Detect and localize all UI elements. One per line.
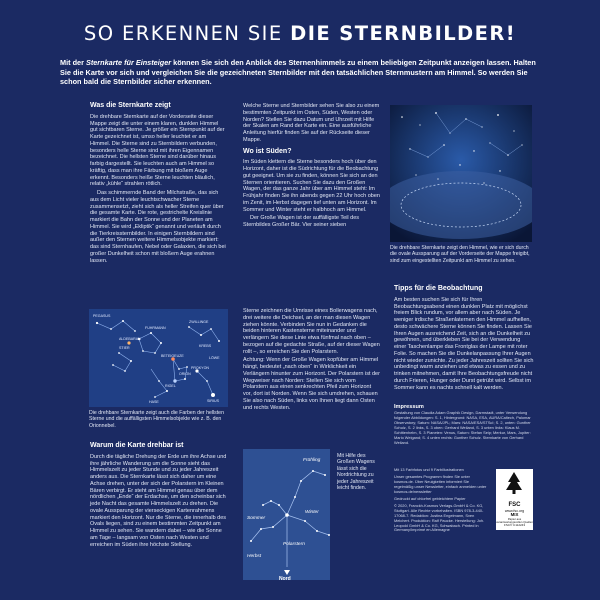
impressum-photo-count: Mit 13 Farbfotos und 9 Farbillustrationen	[394, 467, 464, 472]
label-fuhrmann: FUHRMANN	[145, 326, 166, 330]
label-aldebaran: ALDEBARAN	[119, 337, 141, 341]
col1-paragraph-3: Durch die tägliche Drehung der Erde um ihre Achse und ihre jährliche Wanderung um die Sonne sieht das Himmelszelt zu jeder Stunde und zu jeder Jahreszeit anders aus. Die Sternkarte lässt sich daher um eine Achse drehen, unter der sich der Polarstern im Kleinen Bären verbirgt. Er steht am Himmel genau über dem nördlichen „Ende“ der Erdachse, um den scheinbar sich jede Nacht das gesamte Himmelszelt zu drehen. Die ovale Aussparung der vierseckigen Kartenrahmens markiert den Horizont. Nur die Sterne, die innerhalb des Ovals liegen, sind zu einem bestimmten Zeitpunkt am Himmel zu sehen. Sie wandern dabei – wie die Sonne am Tage – langsam von Osten nach Westen und erreichen im Süden ihre höchste Stellung.	[90, 453, 227, 548]
page-title	[0, 22, 600, 45]
label-sirius: SIRIUS	[207, 399, 219, 403]
label-zwillinge: ZWILLINGE	[189, 320, 209, 324]
label-pegasus: PEGASUS	[93, 314, 111, 318]
starry-sky-photo	[390, 105, 532, 242]
intro-part1: Mit der	[60, 58, 86, 67]
col1-paragraph-2: Das schimmernde Band der Milchstraße, das sich aus dem Licht vieler leuchtschwacher Sterne zusammensetzt, zieht sich als heller Streifen quer über die gesamte Karte. Die rote, gestrichelte Kreislinie markiert die Bahn der Sonne und der Planeten am Himmel. Sie wird „Ekliptik“ genannt und verläuft durch die Tierkreissternbilder. In einigen Sternbildern sind außer den Sternen weitere Himmelsobjekte markiert: das sind Sternhaufen, Nebel oder Galaxien, die sich bei großer Dunkelheit schon mit bloßem Auge erahnen lassen.	[90, 190, 226, 264]
impressum-copyright: © 2020, Franckh-Kosmos Verlags-GmbH & Co. KG, Stuttgart. Alle Rechte vorbehalten. ISBN 978-3-440-17068-7. Redaktion: Justina Engelmann, Sven Melchert. Produktion: Ralf Paucke. Herstellung: Joh. Leopold GmbH & Co. KG, Schwabach. Printed in Germany/Imprimé en Allemagne	[394, 502, 485, 533]
label-rigel: RIGEL	[165, 384, 176, 388]
heading-was-die-sternkarte-zeigt: Was die Sternkarte zeigt	[90, 102, 171, 109]
starry-sky-caption: Die drehbare Sternkarte zeigt den Himmel, wie er sich durch die ovale Aussparung auf der Vorderseite der Mappe freigibt, sind zum eingestellten Zeitpunkt am Himmel zu sehen.	[390, 245, 530, 264]
label-beteigeuze: BETEIGEUZE	[161, 354, 184, 358]
label-winter: Winter	[305, 510, 319, 515]
starry-sky-drawing	[390, 105, 532, 242]
column-1-bottom	[90, 443, 227, 550]
fsc-mix-label: MIX	[510, 512, 519, 518]
fsc-site: www.fsc.org	[504, 509, 525, 513]
heading-tipps-fuer-die-beobachtung: Tipps für die Beobachtung	[394, 285, 483, 292]
impressum	[394, 405, 533, 448]
heading-wo-ist-sueden: Wo ist Süden?	[243, 147, 292, 155]
title-bold: DIE STERNBILDER!	[290, 22, 517, 45]
label-prokyon: PROKYON	[191, 366, 209, 370]
title-prefix: SO ERKENNEN SIE	[83, 22, 291, 45]
fsc-sub: Papier aus verantwortungsvollen Quellen	[496, 516, 533, 524]
column-1-top	[90, 103, 227, 266]
label-orion: ORION	[179, 372, 191, 376]
intro-part2: können Sie sich den Anblick des Sternenhimmels zu einem beliebigen Zeitpunkt anzeigen lassen. Halten Sie die Karte vor sich und vergleichen Sie die gezeichneten Sternbilder mit den tatsächlichen Sternmustern am Himmel. So werden Sie schon bald die Sternbilder sicher erkennen.	[60, 58, 536, 87]
fsc-code: FSC® C112243	[504, 523, 525, 528]
col2-paragraph-5: Achtung: Wenn der Große Wagen kopfüber am Himmel hängt, bedeutet „nach oben“ in Wirklichkeit ein Verlängern hinunter zum Horizont. Der Polarstern ist der Wegweiser nach Norden: Stellen Sie sich vom Polarstern aus einen senkrechten Pfeil zum Horizont vor, dort ist Norden. Wenn Sie sich umdrehen, schauen Sie also nach Süden, links von Ihnen liegt dann Osten und rechts Westen.	[243, 357, 380, 411]
constellation-map-photo	[89, 309, 228, 407]
intro-text	[60, 58, 545, 87]
impressum-paper: Gedruckt auf chlorfrei gebleichtem Papier	[394, 495, 466, 501]
heading-impressum: Impressum	[394, 404, 424, 410]
big-dipper-diagram	[243, 449, 330, 580]
col2-paragraph-1: Welche Sterne und Sternbilder sehen Sie also zu einem bestimmten Zeitpunkt im Osten, Süden, Westen oder Norden? Stellen Sie dazu Datum und Uhrzeit mit Hilfe der Skalen am Rand der Karte ein. Eine ausführliche Anleitung hierfür finden Sie auf der Rückseite dieser Mappe.	[243, 103, 380, 143]
label-krebs: KREBS	[199, 344, 212, 348]
col2-paragraph-4: Sterne zeichnen die Umrisse eines Bollerwagens nach, drei weitere die Deichsel, an der man diesen Wagen ziehen könnte. Verbinden Sie nun in Gedanken die beiden hinteren Kastensterne miteinander und verlängern Sie diese Linie etwa fünfmal nach oben – bezogen auf die gedachte Straße, auf der dieser Wagen rollt –, so erreichen Sie den Polarstern.	[243, 308, 380, 355]
col1-paragraph-1: Die drehbare Sternkarte auf der Vorderseite dieser Mappe zeigt die unter einem klaren, dunklen Himmel gut sichtbaren Sterne. Je größer ein Sternpunkt auf der Karte gezeichnet ist, umso heller leuchtet er am Himmel. Die Sterne sind zu Sternbildern verbunden, besonders helle Sterne sind mit ihren Eigennamen bezeichnet. Die hellsten Sterne sind darüber hinaus farbig dargestellt. Sie leuchten auch am Himmel so kräftig, dass man ihre Färbung mit bloßem Auge erkennt. Besonders heiße Sterne leuchten bläulich, relativ „kühle“ strahlen rötlich.	[90, 113, 225, 188]
col3-paragraph-1: Am besten suchen Sie sich für Ihren Beobachtungsabend einen dunklen Platz mit möglichst freiem Blick rundum, vor allem aber nach Süden. Je weniger irdische Straßenlaternen den Himmel aufhellen, desto schwächere Sterne können Sie finden. Lassen Sie Ihren Augen ausreichend Zeit, sich an die Dunkelheit zu gewöhnen, und überkleben Sie bei der Verwendung einer Taschenlampe das Frontglas der Lampe mit roter Folie. So machen Sie die Dunkelanpassung Ihrer Augen nicht wieder zunichte. Zu jeder Jahreszeit sollten Sie sich unbedingt warm anziehen und etwas zu essen und zu trinken mitnehmen, damit Ihre Beobachtungsfreude nicht durch Frieren, Hunger oder Durst getrübt wird. Selbst im Sommer kann es nachts schnell kalt werden.	[394, 296, 534, 391]
column-2-top	[243, 103, 381, 231]
col2-paragraph-2: Im Süden klettern die Sterne besonders hoch über den Horizont, daher ist die Südrichtung für die Beobachtung gut geeignet. Um sie zu finden, können Sie sich an den Sternen orientieren. Suchen Sie dazu den Großen Wagen, der das ganze Jahr über am Himmel steht: Im Frühjahr finden Sie ihn abends gegen 22 Uhr hoch oben im Zenit, im Herbst dagegen tief unten am Horizont. Im Sommer und Winter steht er halbhoch am Himmel.	[243, 159, 380, 213]
constellation-map-drawing	[89, 309, 228, 407]
column-3	[394, 286, 534, 393]
heading-warum-die-karte-drehbar-ist: Warum die Karte drehbar ist	[90, 442, 184, 449]
big-dipper-drawing	[243, 449, 330, 580]
fsc-logo	[496, 469, 533, 530]
column-2-middle	[243, 308, 381, 413]
label-spring: Frühling	[303, 458, 321, 463]
label-stier: STIER	[119, 346, 130, 350]
label-autumn: Herbst	[247, 554, 262, 559]
label-polaris: Polarstern	[283, 542, 305, 547]
label-north: Nord	[279, 576, 291, 580]
intro-italic: Sternkarte für Einsteiger	[85, 58, 172, 67]
col2-paragraph-3: Der Große Wagen ist der auffälligste Teil des Sternbildes Großer Bär. Vier seiner sieben	[243, 215, 360, 228]
label-hase: HASE	[149, 400, 159, 404]
fsc-brand: FSC	[508, 502, 521, 508]
label-loewe: LÖWE	[209, 356, 220, 360]
label-summer: Sommer	[247, 516, 266, 521]
impressum-credits: Gestaltung von Claudia Adam Graphik Design, Darmstadt, unter Verwendung folgender Abbildungen: S. 1, Hintergrund: NASA, ESA, AURA/Caltech, Palomar Observatory; Saturn: NASA/JPL; Mars: NASA/ESA/STScI; S. 2, unten: Gunther Schulz, S. 2 links, S. 3 oben: Gerhard Weiland, S. 3 unten links: Klaus M. Schittenhelm, S. 3 Planeten: Venus, Saturn: Stefan Seip; Merkur, Mars, Jupiter: Mario Weigand; S. 4 unten rechts: Gunther Schulz. Sternkarte von Gerhard Weiland.	[394, 409, 531, 445]
fsc-tree-icon	[496, 469, 533, 497]
impressum-notes	[394, 468, 488, 535]
big-dipper-caption: Mit Hilfe des Großen Wagens lässt sich die Nordrichtung zu jeder Jahreszeit leicht finden.	[337, 453, 375, 492]
constellation-photo-caption: Die drehbare Sternkarte zeigt auch die Farben der hellsten Sterne und die auffälligsten Himmelsobjekte wie z. B. den Orionnebel.	[89, 410, 224, 429]
impressum-newsletter: Unser gesamtes Programm finden Sie unter kosmos.de. Über Neuigkeiten informiert Sie regelmäßig unser Newsletter, einfach anmelden unter kosmos.de/newsletter	[394, 473, 487, 494]
